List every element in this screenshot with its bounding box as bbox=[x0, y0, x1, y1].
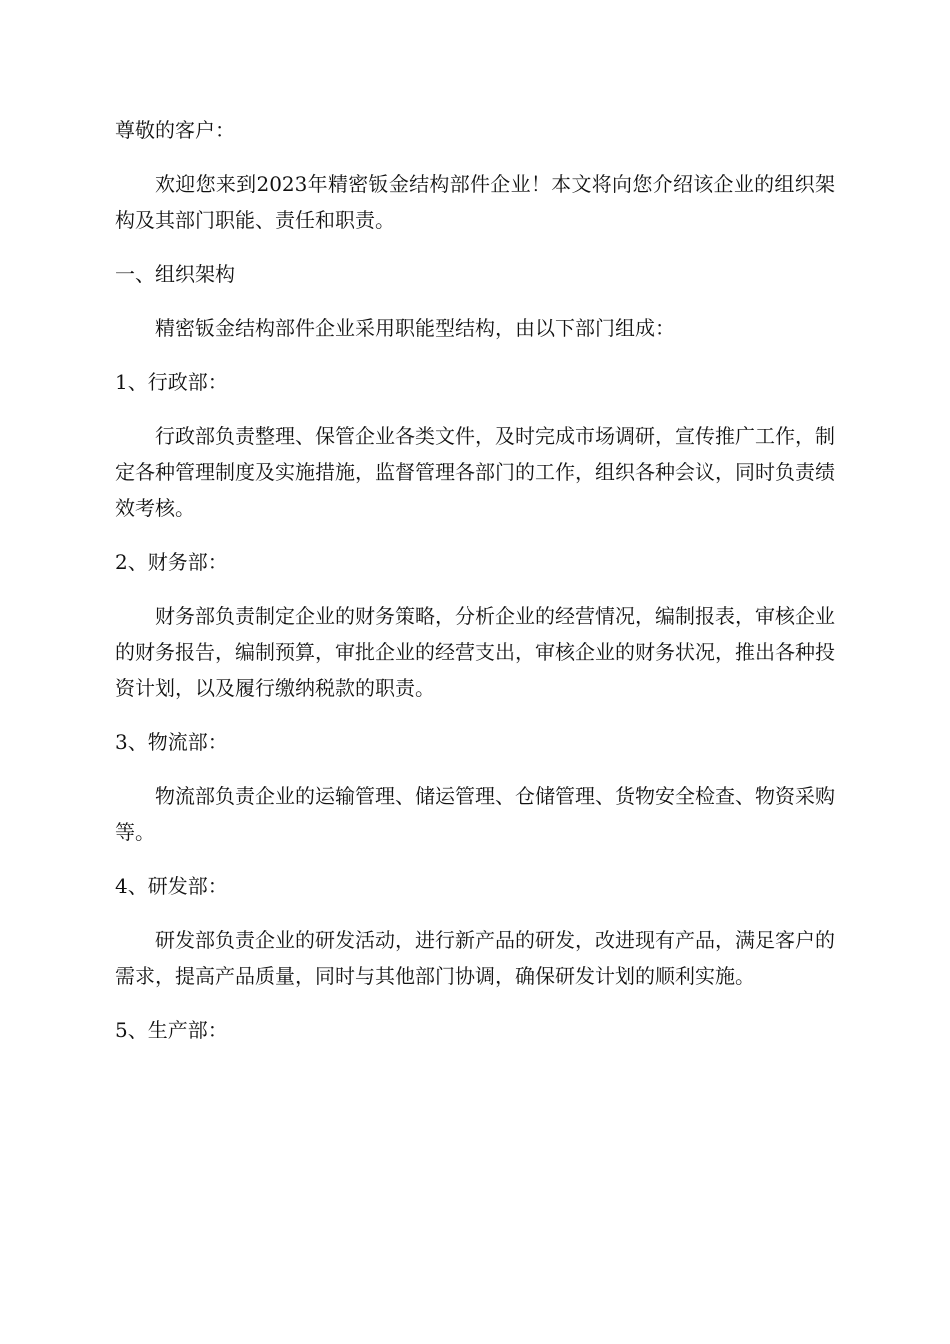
department-label-finance: 2、财务部： bbox=[115, 550, 228, 574]
department-text-rnd: 研发部负责企业的研发活动，进行新产品的研发，改进现有产品，满足客户的需求，提高产品质量，同时与其他部门协调，确保研发计划的顺利实施。 bbox=[115, 928, 835, 988]
organization-description: 精密钣金结构部件企业采用职能型结构，由以下部门组成： bbox=[155, 316, 675, 340]
department-text-finance: 财务部负责制定企业的财务策略，分析企业的经营情况，编制报表，审核企业的财务报告，编制预算，审批企业的经营支出，审核企业的财务状况，推出各种投资计划，以及履行缴纳税款的职责。 bbox=[115, 604, 835, 700]
department-label-admin: 1、行政部： bbox=[115, 370, 228, 394]
salutation: 尊敬的客户： bbox=[115, 118, 235, 142]
department-text-logistics: 物流部负责企业的运输管理、储运管理、仓储管理、货物安全检查、物资采购等。 bbox=[115, 784, 835, 844]
department-text-admin: 行政部负责整理、保管企业各类文件，及时完成市场调研，宣传推广工作，制定各种管理制度及实施措施，监督管理各部门的工作，组织各种会议，同时负责绩效考核。 bbox=[115, 424, 835, 520]
department-label-rnd: 4、研发部： bbox=[115, 874, 228, 898]
department-label-logistics: 3、物流部： bbox=[115, 730, 228, 754]
intro-paragraph: 欢迎您来到2023年精密钣金结构部件企业！本文将向您介绍该企业的组织架构及其部门职能、责任和职责。 bbox=[115, 172, 835, 232]
section-heading-organization: 一、组织架构 bbox=[115, 262, 235, 286]
department-label-production: 5、生产部： bbox=[115, 1018, 228, 1042]
document-body bbox=[115, 112, 835, 1066]
